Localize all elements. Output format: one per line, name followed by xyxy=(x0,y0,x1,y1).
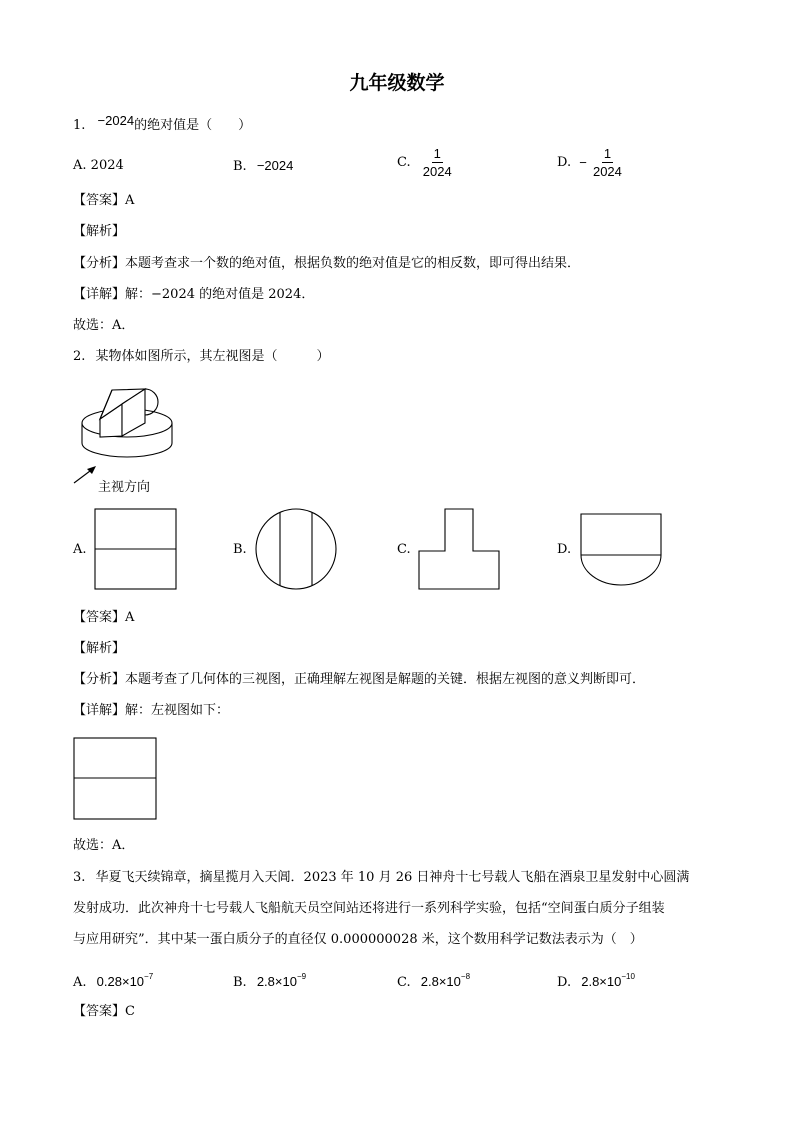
fenxi-text: 本题考查求一个数的绝对值，根据负数的绝对值是它的相反数，即可得出结果． xyxy=(125,256,581,271)
option-a-figure xyxy=(94,508,178,590)
question-number: 3. xyxy=(73,870,86,885)
option-label: C. xyxy=(397,975,411,990)
option-d-figure xyxy=(580,513,664,597)
answer-value: A xyxy=(125,610,135,625)
option-label: B. xyxy=(233,159,247,174)
option-label: A. xyxy=(73,158,87,173)
answer-line xyxy=(73,192,134,210)
option-c-label: C. xyxy=(397,542,411,557)
option-value: 2024 xyxy=(90,158,124,173)
fraction xyxy=(421,146,454,180)
detail-line xyxy=(73,702,229,720)
option-d-label: D. xyxy=(557,542,572,557)
option-c xyxy=(397,968,470,992)
option-a xyxy=(73,157,124,175)
question-3-line-3: 与应用研究”．其中某一蛋白质分子的直径仅 0.000000028 米，这个数用科学记数法表示为（ ） xyxy=(73,932,643,947)
question-number: 1. xyxy=(73,118,86,133)
option-b xyxy=(233,968,306,992)
choose-line: 故选：A． xyxy=(73,838,135,853)
answer-line xyxy=(73,1003,135,1021)
question-3-line-1 xyxy=(73,869,689,887)
option-label: D. xyxy=(557,975,572,990)
option-value: −2024 xyxy=(256,158,294,173)
minus-sign: − xyxy=(579,155,587,170)
analysis-line xyxy=(73,671,645,689)
option-a xyxy=(73,968,153,992)
option-c-figure xyxy=(418,508,502,592)
option-label: B. xyxy=(233,975,247,990)
answer-line xyxy=(73,609,134,627)
answer-tag: 【答案】 xyxy=(73,610,126,625)
detail-tag: 【详解】 xyxy=(73,703,126,718)
option-exponent: −10 xyxy=(621,972,635,981)
option-label: D. xyxy=(557,155,572,170)
option-b-label: B. xyxy=(233,542,247,557)
denominator: 2024 xyxy=(592,164,622,179)
option-b xyxy=(233,157,293,176)
choose-line: 故选：A． xyxy=(73,318,135,333)
option-d xyxy=(557,968,635,992)
denominator: 2024 xyxy=(422,164,452,179)
option-a-label: A. xyxy=(73,542,87,557)
option-label: A. xyxy=(73,975,87,990)
answer-tag: 【答案】 xyxy=(73,193,126,208)
option-c xyxy=(397,146,454,180)
fraction xyxy=(591,146,624,180)
object-figure xyxy=(70,378,190,488)
fenxi-text: 本题考查了几何体的三视图，正确理解左视图是解题的关键．根据左视图的意义判断即可． xyxy=(125,672,646,687)
page-title: 九年级数学 xyxy=(349,72,445,94)
option-base: 2.8×10 xyxy=(420,974,461,989)
option-base: 2.8×10 xyxy=(581,974,622,989)
direction-label: 主视方向 xyxy=(98,480,151,495)
question-text: 的绝对值是（ ） xyxy=(134,118,252,133)
option-exponent: −8 xyxy=(460,972,471,981)
math-expression: −2024 xyxy=(97,113,135,128)
question-3-line-2: 发射成功．此次神舟十七号载人飞船航天员空间站还将进行一系列科学实验，包括“空间蛋白质分子组装 xyxy=(73,901,665,916)
answer-tag: 【答案】 xyxy=(73,1004,126,1019)
answer-value: C xyxy=(125,1004,135,1019)
option-exponent: −7 xyxy=(144,972,154,981)
option-d xyxy=(557,146,624,180)
numerator: 1 xyxy=(603,146,612,161)
option-b-figure xyxy=(255,508,339,592)
question-1 xyxy=(73,113,252,135)
detail-tag: 【详解】 xyxy=(73,287,126,302)
analysis-tag: 【解析】 xyxy=(73,224,126,239)
numerator: 1 xyxy=(433,146,441,161)
fenxi-tag: 【分析】 xyxy=(73,256,126,271)
detail-line xyxy=(73,286,314,304)
answer-value: A xyxy=(125,193,135,208)
option-base: 2.8×10 xyxy=(256,974,297,989)
question-text: 华夏飞天续锦章，摘星揽月入天阊．2023 年 10 月 26 日神舟十七号载人飞船在酒泉卫星发射中心圆满 xyxy=(95,870,690,885)
fenxi-tag: 【分析】 xyxy=(73,672,126,687)
option-base: 0.28×10 xyxy=(96,974,145,989)
detail-text: 解：−2024 的绝对值是 2024． xyxy=(125,287,315,302)
answer-figure xyxy=(73,737,159,821)
question-2 xyxy=(73,348,330,366)
option-label: C. xyxy=(397,155,411,170)
question-number: 2. xyxy=(73,349,86,364)
option-exponent: −9 xyxy=(296,972,307,981)
question-text: 某物体如图所示，其左视图是（ ） xyxy=(95,349,330,364)
analysis-tag: 【解析】 xyxy=(73,641,126,656)
detail-text: 解：左视图如下： xyxy=(125,703,230,718)
analysis-line xyxy=(73,255,580,273)
